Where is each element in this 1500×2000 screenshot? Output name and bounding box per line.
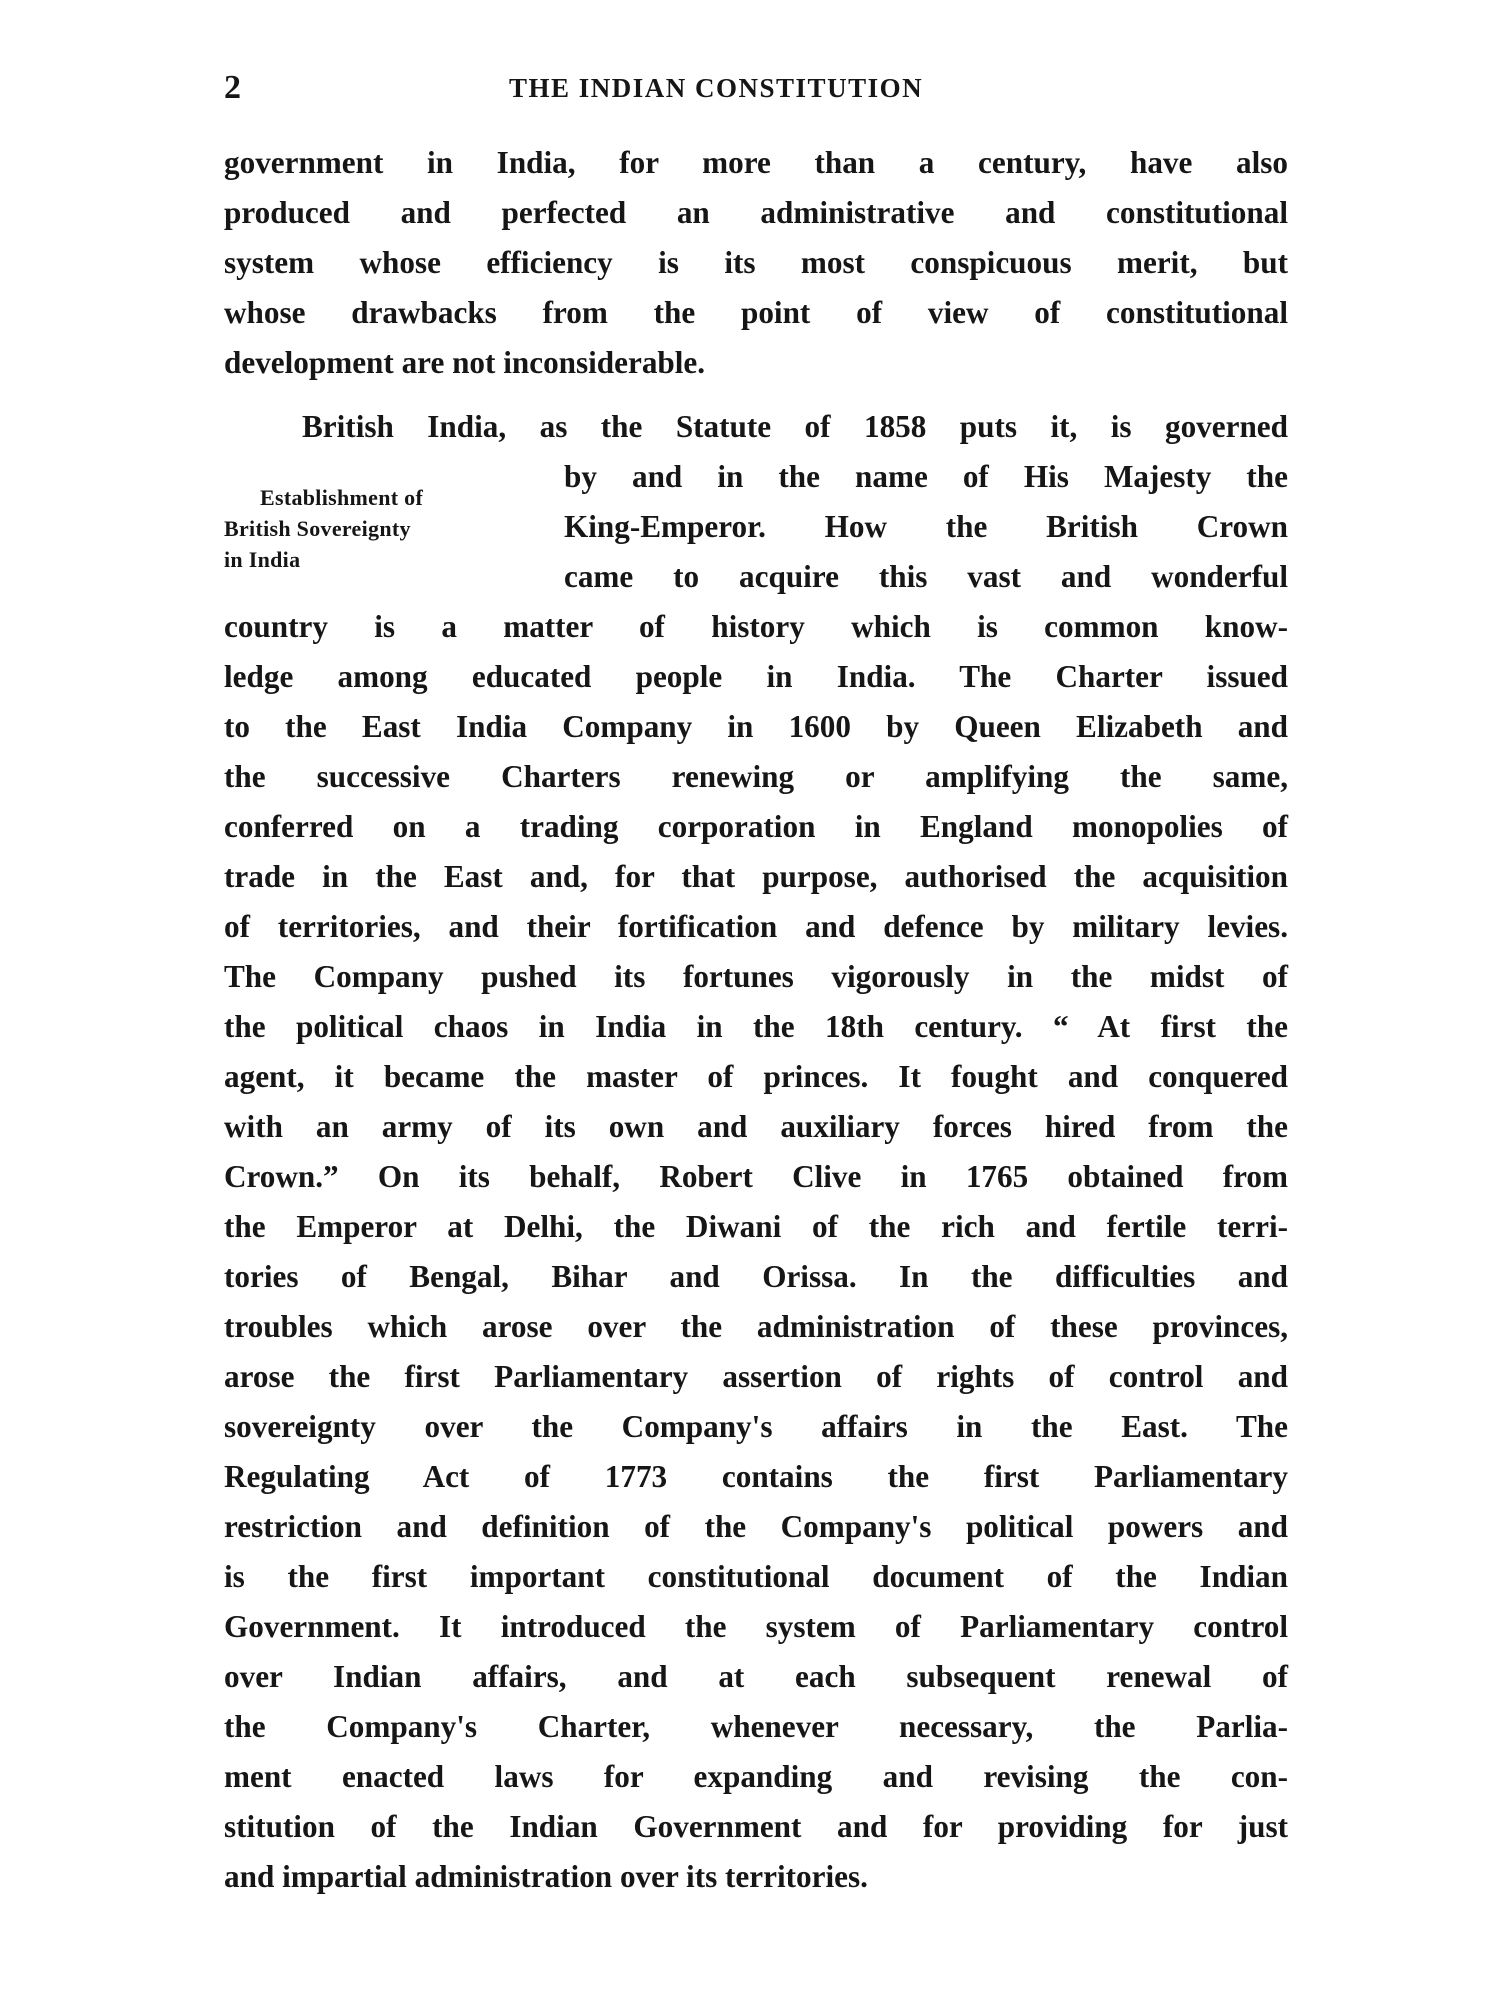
text-line: with an army of its own and auxiliary forces hired from the — [224, 1109, 1288, 1144]
text-line: Regulating Act of 1773 contains the first Parliamentary — [224, 1459, 1288, 1494]
sidenote-line: in India — [224, 547, 301, 572]
text-line: agent, it became the master of princes. It fought and conquered — [224, 1059, 1288, 1094]
text-line: ledge among educated people in India. The Charter issued — [224, 659, 1288, 694]
text-line: sovereignty over the Company's affairs in the East. The — [224, 1409, 1288, 1444]
text-line: of territories, and their fortification and defence by military levies. — [224, 909, 1288, 944]
text-line: produced and perfected an administrative and constitutional — [224, 195, 1288, 230]
text-line: British India, as the Statute of 1858 puts it, is governed — [302, 409, 1288, 444]
text-line: the Emperor at Delhi, the Diwani of the rich and fertile terri- — [224, 1209, 1288, 1244]
text-line: King-Emperor. How the British Crown — [564, 509, 1288, 544]
text-line: conferred on a trading corporation in England monopolies of — [224, 809, 1288, 844]
text-line: over Indian affairs, and at each subsequent renewal of — [224, 1659, 1288, 1694]
text-line: stitution of the Indian Government and for providing for just — [224, 1809, 1288, 1844]
text-line: by and in the name of His Majesty the — [564, 459, 1288, 494]
text-line: The Company pushed its fortunes vigorously in the midst of — [224, 959, 1288, 994]
paragraph-gap — [224, 388, 1288, 402]
text-line: came to acquire this vast and wonderful — [564, 559, 1288, 594]
text-line: tories of Bengal, Bihar and Orissa. In the difficulties and — [224, 1259, 1288, 1294]
text-line: troubles which arose over the administration of these provinces, — [224, 1309, 1288, 1344]
text-line: arose the first Parliamentary assertion of rights of control and — [224, 1359, 1288, 1394]
text-line: is the first important constitutional document of the Indian — [224, 1559, 1288, 1594]
text-line: the political chaos in India in the 18th century. “ At first the — [224, 1009, 1288, 1044]
text-line: the successive Charters renewing or amplifying the same, — [224, 759, 1288, 794]
text-line: government in India, for more than a century, have also — [224, 145, 1288, 180]
text-line: Government. It introduced the system of Parliamentary control — [224, 1609, 1288, 1644]
text-line: country is a matter of history which is common know- — [224, 609, 1288, 644]
sidenote-line: British Sovereignty — [224, 516, 411, 541]
text-line: the Company's Charter, whenever necessary, the Parlia- — [224, 1709, 1288, 1744]
paragraph-2 — [224, 402, 1288, 1902]
text-line: ment enacted laws for expanding and revising the con- — [224, 1759, 1288, 1794]
text-line: and impartial administration over its territories. — [224, 1859, 868, 1894]
text-line: restriction and definition of the Company's political powers and — [224, 1509, 1288, 1544]
text-line: whose drawbacks from the point of view of constitutional — [224, 295, 1288, 330]
text-line: Crown.” On its behalf, Robert Clive in 1765 obtained from — [224, 1159, 1288, 1194]
body-text — [224, 138, 1288, 1902]
text-line: to the East India Company in 1600 by Queen Elizabeth and — [224, 709, 1288, 744]
text-line: trade in the East and, for that purpose, authorised the acquisition — [224, 859, 1288, 894]
sidenote-line: Establishment of — [260, 485, 424, 510]
text-line: development are not inconsiderable. — [224, 345, 706, 380]
page-number: 2 — [224, 69, 241, 106]
running-head — [224, 66, 1288, 110]
running-title: THE INDIAN CONSTITUTION — [509, 73, 924, 103]
text-line: system whose efficiency is its most conspicuous merit, but — [224, 245, 1288, 280]
paragraph-1 — [224, 138, 1288, 388]
